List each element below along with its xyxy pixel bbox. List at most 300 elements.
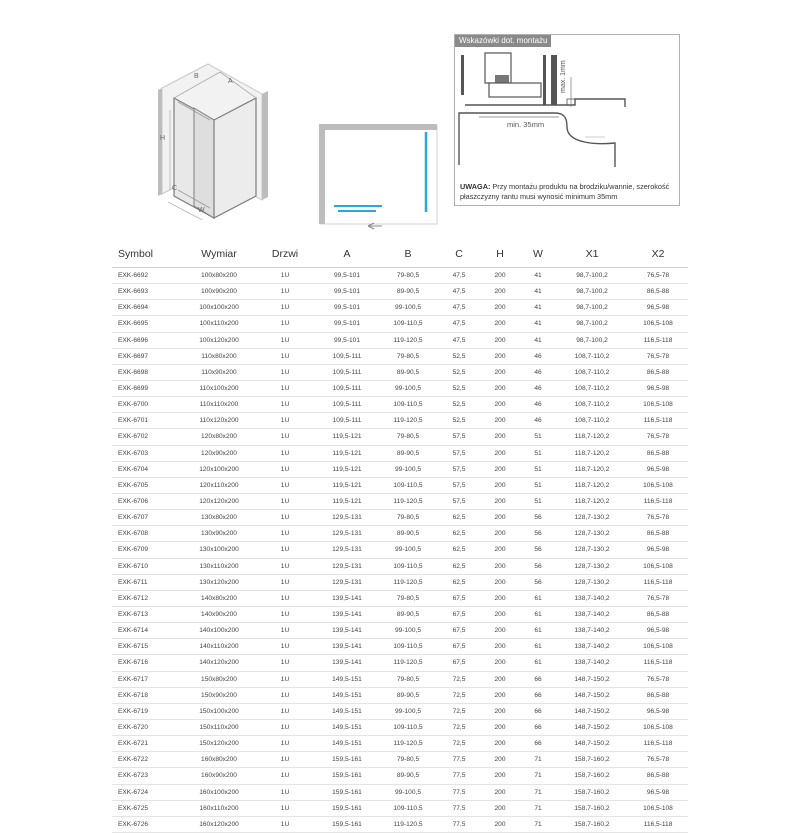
mounting-cross-section	[455, 47, 677, 179]
cell-x1: 128,7-130,2	[556, 574, 628, 590]
cell-symbol: EXK-6710	[112, 558, 184, 574]
cell-symbol: EXK-6696	[112, 332, 184, 348]
cell-a: 119,5-121	[316, 477, 378, 493]
table-row	[112, 413, 688, 429]
cell-symbol: EXK-6699	[112, 380, 184, 396]
cell-c: 77,5	[438, 784, 480, 800]
iso-label-h: H	[160, 135, 166, 142]
cell-h: 200	[480, 348, 520, 364]
cell-wymiar: 110x90x200	[184, 364, 254, 380]
cell-w: 61	[520, 655, 556, 671]
cell-x2: 76,5-78	[628, 510, 688, 526]
cell-b: 119-120,5	[378, 413, 438, 429]
cell-h: 200	[480, 687, 520, 703]
cell-a: 129,5-131	[316, 542, 378, 558]
cell-wymiar: 130x120x200	[184, 574, 254, 590]
cell-symbol: EXK-6703	[112, 445, 184, 461]
cell-b: 79-80,5	[378, 348, 438, 364]
cell-symbol: EXK-6701	[112, 413, 184, 429]
cell-symbol: EXK-6713	[112, 606, 184, 622]
cell-x2: 116,5-118	[628, 655, 688, 671]
cell-wymiar: 120x120x200	[184, 493, 254, 509]
cell-drzwi: 1U	[254, 300, 316, 316]
cell-x1: 138,7-140,2	[556, 623, 628, 639]
cell-wymiar: 140x110x200	[184, 639, 254, 655]
cell-symbol: EXK-6718	[112, 687, 184, 703]
table-row	[112, 316, 688, 332]
cell-h: 200	[480, 816, 520, 832]
cell-x1: 158,7-160,2	[556, 800, 628, 816]
cell-c: 57,5	[438, 429, 480, 445]
cell-x2: 86,5-88	[628, 606, 688, 622]
cell-drzwi: 1U	[254, 380, 316, 396]
cell-drzwi: 1U	[254, 445, 316, 461]
cell-wymiar: 130x100x200	[184, 542, 254, 558]
cell-drzwi: 1U	[254, 719, 316, 735]
table-row	[112, 429, 688, 445]
cell-a: 139,5-141	[316, 639, 378, 655]
cell-x1: 128,7-130,2	[556, 542, 628, 558]
cell-symbol: EXK-6716	[112, 655, 184, 671]
cell-a: 99,5-101	[316, 332, 378, 348]
cell-w: 46	[520, 364, 556, 380]
cell-x1: 98,7-100,2	[556, 268, 628, 284]
cell-symbol: EXK-6692	[112, 268, 184, 284]
table-row	[112, 445, 688, 461]
cell-w: 61	[520, 639, 556, 655]
table-row	[112, 736, 688, 752]
header-drzwi: Drzwi	[254, 246, 316, 268]
cell-w: 71	[520, 800, 556, 816]
cell-drzwi: 1U	[254, 784, 316, 800]
cell-x1: 118,7-120,2	[556, 477, 628, 493]
cell-b: 79-80,5	[378, 510, 438, 526]
cell-c: 67,5	[438, 590, 480, 606]
cell-h: 200	[480, 316, 520, 332]
cell-b: 109-110,5	[378, 477, 438, 493]
cell-w: 56	[520, 574, 556, 590]
cell-x1: 98,7-100,2	[556, 316, 628, 332]
cell-a: 159,5-161	[316, 784, 378, 800]
cell-symbol: EXK-6702	[112, 429, 184, 445]
cell-x2: 116,5-118	[628, 332, 688, 348]
cell-a: 99,5-101	[316, 316, 378, 332]
cell-drzwi: 1U	[254, 574, 316, 590]
cell-a: 119,5-121	[316, 429, 378, 445]
isometric-enclosure-drawing	[150, 50, 280, 220]
cell-b: 79-80,5	[378, 752, 438, 768]
cell-w: 41	[520, 300, 556, 316]
cell-a: 149,5-151	[316, 687, 378, 703]
cell-x1: 148,7-150,2	[556, 719, 628, 735]
cell-wymiar: 110x110x200	[184, 397, 254, 413]
cell-b: 99-100,5	[378, 300, 438, 316]
cell-wymiar: 100x80x200	[184, 268, 254, 284]
cell-a: 109,5-111	[316, 348, 378, 364]
cell-x2: 96,5-98	[628, 703, 688, 719]
table-header-row	[112, 246, 688, 268]
cell-w: 56	[520, 542, 556, 558]
iso-label-b: B	[194, 73, 199, 80]
cell-wymiar: 100x120x200	[184, 332, 254, 348]
cell-x1: 108,7-110,2	[556, 413, 628, 429]
cell-symbol: EXK-6723	[112, 768, 184, 784]
cell-h: 200	[480, 332, 520, 348]
cell-drzwi: 1U	[254, 397, 316, 413]
header-x1: X1	[556, 246, 628, 268]
iso-label-c: C	[172, 185, 178, 192]
cell-symbol: EXK-6709	[112, 542, 184, 558]
cell-c: 57,5	[438, 493, 480, 509]
cell-w: 56	[520, 510, 556, 526]
table-row	[112, 784, 688, 800]
table-row	[112, 687, 688, 703]
cell-wymiar: 100x100x200	[184, 300, 254, 316]
cell-w: 51	[520, 477, 556, 493]
cell-a: 99,5-101	[316, 284, 378, 300]
cell-b: 119-120,5	[378, 816, 438, 832]
table-row	[112, 671, 688, 687]
cell-h: 200	[480, 655, 520, 671]
cell-drzwi: 1U	[254, 623, 316, 639]
cell-wymiar: 140x120x200	[184, 655, 254, 671]
cell-drzwi: 1U	[254, 477, 316, 493]
cell-h: 200	[480, 477, 520, 493]
table-row	[112, 590, 688, 606]
cell-a: 129,5-131	[316, 574, 378, 590]
cell-b: 89-90,5	[378, 526, 438, 542]
cell-b: 79-80,5	[378, 429, 438, 445]
cell-x1: 98,7-100,2	[556, 332, 628, 348]
cell-drzwi: 1U	[254, 284, 316, 300]
cell-h: 200	[480, 703, 520, 719]
cell-x1: 98,7-100,2	[556, 284, 628, 300]
cell-drzwi: 1U	[254, 752, 316, 768]
cell-x2: 76,5-78	[628, 429, 688, 445]
top-view-plan	[316, 122, 442, 234]
cell-x1: 138,7-140,2	[556, 606, 628, 622]
cell-symbol: EXK-6711	[112, 574, 184, 590]
table-row	[112, 364, 688, 380]
cell-c: 62,5	[438, 574, 480, 590]
header-h: H	[480, 246, 520, 268]
cell-x2: 106,5-108	[628, 719, 688, 735]
cell-c: 47,5	[438, 316, 480, 332]
table-row	[112, 623, 688, 639]
table-row	[112, 526, 688, 542]
cell-drzwi: 1U	[254, 461, 316, 477]
cell-symbol: EXK-6720	[112, 719, 184, 735]
cell-c: 57,5	[438, 477, 480, 493]
cell-drzwi: 1U	[254, 671, 316, 687]
cell-drzwi: 1U	[254, 800, 316, 816]
cell-h: 200	[480, 558, 520, 574]
cell-h: 200	[480, 429, 520, 445]
cell-a: 109,5-111	[316, 364, 378, 380]
cell-x1: 158,7-160,2	[556, 784, 628, 800]
header-symbol: Symbol	[112, 246, 184, 268]
cell-a: 139,5-141	[316, 623, 378, 639]
table-row	[112, 477, 688, 493]
cell-h: 200	[480, 623, 520, 639]
cell-h: 200	[480, 606, 520, 622]
cell-symbol: EXK-6724	[112, 784, 184, 800]
cell-x2: 96,5-98	[628, 542, 688, 558]
cell-c: 52,5	[438, 413, 480, 429]
table-row	[112, 268, 688, 284]
cell-x1: 108,7-110,2	[556, 397, 628, 413]
cell-x2: 116,5-118	[628, 816, 688, 832]
cell-w: 51	[520, 493, 556, 509]
cell-c: 62,5	[438, 542, 480, 558]
cell-w: 51	[520, 445, 556, 461]
cell-symbol: EXK-6697	[112, 348, 184, 364]
cell-drzwi: 1U	[254, 364, 316, 380]
cell-b: 119-120,5	[378, 655, 438, 671]
cell-wymiar: 120x100x200	[184, 461, 254, 477]
cell-h: 200	[480, 380, 520, 396]
cell-wymiar: 140x90x200	[184, 606, 254, 622]
cell-symbol: EXK-6721	[112, 736, 184, 752]
cell-symbol: EXK-6715	[112, 639, 184, 655]
header-b: B	[378, 246, 438, 268]
cell-h: 200	[480, 574, 520, 590]
cell-x1: 138,7-140,2	[556, 639, 628, 655]
cell-w: 61	[520, 623, 556, 639]
cell-a: 109,5-111	[316, 413, 378, 429]
header-a: A	[316, 246, 378, 268]
cell-c: 57,5	[438, 445, 480, 461]
cell-wymiar: 130x110x200	[184, 558, 254, 574]
cell-c: 52,5	[438, 364, 480, 380]
cell-a: 159,5-161	[316, 816, 378, 832]
cell-x2: 96,5-98	[628, 300, 688, 316]
cell-a: 149,5-151	[316, 671, 378, 687]
cell-x1: 128,7-130,2	[556, 510, 628, 526]
cell-x2: 86,5-88	[628, 768, 688, 784]
cell-x2: 96,5-98	[628, 784, 688, 800]
table-row	[112, 284, 688, 300]
table-row	[112, 574, 688, 590]
cell-w: 51	[520, 429, 556, 445]
table-row	[112, 461, 688, 477]
cell-x1: 148,7-150,2	[556, 671, 628, 687]
cell-x2: 76,5-78	[628, 752, 688, 768]
cell-wymiar: 160x80x200	[184, 752, 254, 768]
cell-x2: 76,5-78	[628, 590, 688, 606]
cell-wymiar: 150x120x200	[184, 736, 254, 752]
cell-h: 200	[480, 736, 520, 752]
cell-b: 99-100,5	[378, 380, 438, 396]
cell-symbol: EXK-6726	[112, 816, 184, 832]
cell-drzwi: 1U	[254, 332, 316, 348]
cell-b: 109-110,5	[378, 397, 438, 413]
cell-x2: 116,5-118	[628, 413, 688, 429]
cell-w: 46	[520, 348, 556, 364]
cell-c: 47,5	[438, 284, 480, 300]
table-row	[112, 380, 688, 396]
cell-h: 200	[480, 590, 520, 606]
table-row	[112, 606, 688, 622]
cell-h: 200	[480, 493, 520, 509]
cell-a: 149,5-151	[316, 736, 378, 752]
cell-h: 200	[480, 752, 520, 768]
cell-drzwi: 1U	[254, 542, 316, 558]
cell-symbol: EXK-6705	[112, 477, 184, 493]
cell-symbol: EXK-6722	[112, 752, 184, 768]
cell-wymiar: 150x100x200	[184, 703, 254, 719]
cell-x1: 128,7-130,2	[556, 526, 628, 542]
cell-drzwi: 1U	[254, 429, 316, 445]
cell-c: 77,5	[438, 752, 480, 768]
cell-x2: 76,5-78	[628, 671, 688, 687]
cell-a: 99,5-101	[316, 300, 378, 316]
table-row	[112, 300, 688, 316]
cell-wymiar: 160x120x200	[184, 816, 254, 832]
note-text: Przy montażu produktu na brodziku/wannie, szerokość płaszczyzny rantu musi wynosić minimum 35mm	[460, 182, 670, 201]
cell-c: 77,5	[438, 800, 480, 816]
cell-x2: 86,5-88	[628, 284, 688, 300]
cell-h: 200	[480, 542, 520, 558]
cell-a: 129,5-131	[316, 510, 378, 526]
cell-c: 67,5	[438, 639, 480, 655]
cell-drzwi: 1U	[254, 493, 316, 509]
cell-b: 99-100,5	[378, 703, 438, 719]
cell-h: 200	[480, 284, 520, 300]
cell-c: 52,5	[438, 348, 480, 364]
cell-drzwi: 1U	[254, 816, 316, 832]
cell-symbol: EXK-6719	[112, 703, 184, 719]
cell-w: 41	[520, 284, 556, 300]
cell-symbol: EXK-6717	[112, 671, 184, 687]
table-row	[112, 768, 688, 784]
cell-x2: 106,5-108	[628, 316, 688, 332]
header-x2: X2	[628, 246, 688, 268]
cell-w: 41	[520, 332, 556, 348]
cell-a: 109,5-111	[316, 397, 378, 413]
cell-x2: 116,5-118	[628, 574, 688, 590]
cell-a: 119,5-121	[316, 445, 378, 461]
cell-w: 71	[520, 816, 556, 832]
cell-c: 47,5	[438, 300, 480, 316]
cell-x2: 106,5-108	[628, 397, 688, 413]
cell-w: 66	[520, 719, 556, 735]
cell-b: 99-100,5	[378, 623, 438, 639]
cell-x1: 158,7-160,2	[556, 816, 628, 832]
cell-drzwi: 1U	[254, 639, 316, 655]
cell-symbol: EXK-6708	[112, 526, 184, 542]
cell-x2: 96,5-98	[628, 380, 688, 396]
cell-c: 72,5	[438, 736, 480, 752]
table-row	[112, 542, 688, 558]
cell-w: 46	[520, 397, 556, 413]
cell-wymiar: 130x80x200	[184, 510, 254, 526]
cell-b: 99-100,5	[378, 542, 438, 558]
cell-wymiar: 110x120x200	[184, 413, 254, 429]
cell-w: 41	[520, 316, 556, 332]
cell-symbol: EXK-6704	[112, 461, 184, 477]
cell-x2: 106,5-108	[628, 800, 688, 816]
cell-wymiar: 160x110x200	[184, 800, 254, 816]
table-row	[112, 348, 688, 364]
cell-b: 89-90,5	[378, 284, 438, 300]
cell-drzwi: 1U	[254, 768, 316, 784]
cell-b: 119-120,5	[378, 736, 438, 752]
note-bold: UWAGA:	[460, 182, 491, 191]
cell-drzwi: 1U	[254, 510, 316, 526]
cell-w: 51	[520, 461, 556, 477]
table-row	[112, 558, 688, 574]
cell-c: 62,5	[438, 510, 480, 526]
cell-symbol: EXK-6707	[112, 510, 184, 526]
cell-w: 66	[520, 703, 556, 719]
cell-h: 200	[480, 768, 520, 784]
cell-w: 46	[520, 380, 556, 396]
cell-w: 61	[520, 606, 556, 622]
cell-c: 52,5	[438, 380, 480, 396]
cell-b: 79-80,5	[378, 268, 438, 284]
cell-x1: 158,7-160,2	[556, 768, 628, 784]
cell-x1: 148,7-150,2	[556, 703, 628, 719]
cell-x1: 128,7-130,2	[556, 558, 628, 574]
cell-b: 109-110,5	[378, 639, 438, 655]
cell-x1: 148,7-150,2	[556, 736, 628, 752]
table-row	[112, 655, 688, 671]
cell-symbol: EXK-6712	[112, 590, 184, 606]
cell-b: 79-80,5	[378, 671, 438, 687]
header-wymiar: Wymiar	[184, 246, 254, 268]
cell-c: 67,5	[438, 606, 480, 622]
cell-a: 149,5-151	[316, 703, 378, 719]
cell-h: 200	[480, 268, 520, 284]
cell-x2: 76,5-78	[628, 348, 688, 364]
header-w: W	[520, 246, 556, 268]
cell-c: 47,5	[438, 332, 480, 348]
cell-x2: 106,5-108	[628, 639, 688, 655]
cell-c: 72,5	[438, 719, 480, 735]
cell-h: 200	[480, 719, 520, 735]
table-row	[112, 397, 688, 413]
cell-wymiar: 150x110x200	[184, 719, 254, 735]
cell-wymiar: 120x90x200	[184, 445, 254, 461]
cell-x1: 148,7-150,2	[556, 687, 628, 703]
cell-x1: 158,7-160,2	[556, 752, 628, 768]
cell-x1: 108,7-110,2	[556, 348, 628, 364]
cell-x1: 108,7-110,2	[556, 380, 628, 396]
cell-x1: 138,7-140,2	[556, 590, 628, 606]
cell-drzwi: 1U	[254, 316, 316, 332]
cell-c: 62,5	[438, 558, 480, 574]
cell-drzwi: 1U	[254, 655, 316, 671]
cell-a: 99,5-101	[316, 268, 378, 284]
iso-label-w: W	[198, 207, 205, 214]
cell-a: 159,5-161	[316, 752, 378, 768]
cell-h: 200	[480, 800, 520, 816]
table-row	[112, 332, 688, 348]
cell-b: 89-90,5	[378, 606, 438, 622]
cell-drzwi: 1U	[254, 558, 316, 574]
cell-c: 67,5	[438, 623, 480, 639]
table-row	[112, 510, 688, 526]
cell-wymiar: 110x80x200	[184, 348, 254, 364]
cell-x2: 96,5-98	[628, 461, 688, 477]
cell-drzwi: 1U	[254, 268, 316, 284]
cell-a: 139,5-141	[316, 606, 378, 622]
table-row	[112, 719, 688, 735]
cell-x1: 98,7-100,2	[556, 300, 628, 316]
cell-h: 200	[480, 364, 520, 380]
cell-c: 47,5	[438, 268, 480, 284]
